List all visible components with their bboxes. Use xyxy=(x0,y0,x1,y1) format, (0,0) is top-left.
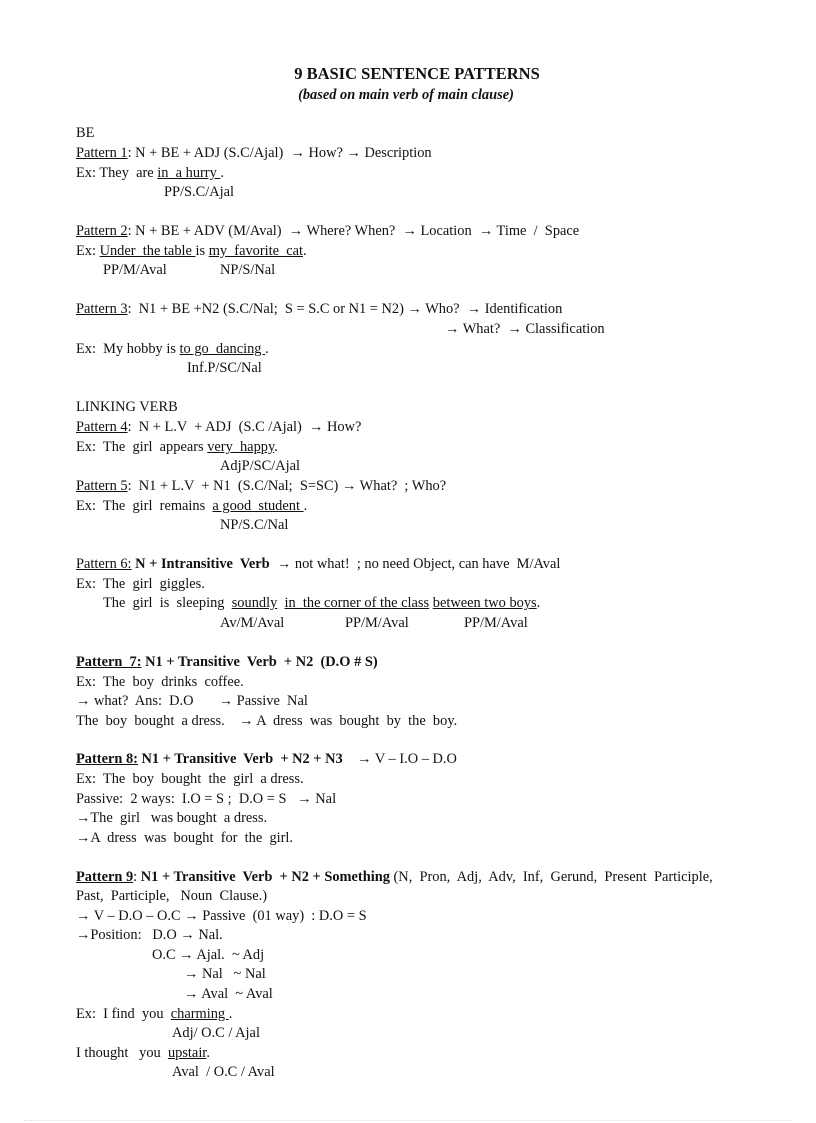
page-bottom-border xyxy=(24,1120,792,1121)
pattern-6-example-2 xyxy=(103,595,540,612)
pattern-8-label: Pattern 8: xyxy=(76,751,138,767)
pattern-5-line xyxy=(76,478,446,495)
example-punct: . xyxy=(536,595,541,611)
page-title: 9 BASIC SENTENCE PATTERNS xyxy=(294,64,540,83)
pattern-2-example xyxy=(76,243,307,260)
pattern-3-annotation: Inf.P/SC/Nal xyxy=(187,360,262,376)
pattern-9-rule-3: O.C → Ajal. ~ Adj xyxy=(152,947,265,963)
pattern-9-example-2 xyxy=(76,1045,210,1062)
example-punct: . xyxy=(274,439,278,455)
pattern-9-text-cont: Past, Participle, Noun Clause.) xyxy=(76,888,268,904)
pattern-9-example-1 xyxy=(76,1006,232,1023)
example-text: Ex: I find you xyxy=(76,1006,171,1022)
pattern-6-formula: N + Intransitive Verb xyxy=(131,556,274,572)
pattern-6-example-1: Ex: The girl giggles. xyxy=(76,576,205,592)
pattern-1-annotation: PP/S.C/Ajal xyxy=(164,184,234,200)
pattern-5-annotation: NP/S.C/Nal xyxy=(220,517,289,533)
example-punct: . xyxy=(206,1045,210,1061)
pattern-6-label: Pattern 6: xyxy=(76,556,132,572)
pattern-8-example-2: Passive: 2 ways: I.O = S ; D.O = S → Nal xyxy=(76,791,337,807)
section-heading-linking-verb: LINKING VERB xyxy=(76,399,178,415)
example-underlined: in the corner of the class xyxy=(284,595,430,611)
pattern-7-line xyxy=(76,654,378,671)
pattern-4-line xyxy=(76,419,361,436)
example-underlined: a good student xyxy=(212,498,304,514)
pattern-2-annotation-2: NP/S/Nal xyxy=(220,262,276,278)
pattern-3-label: Pattern 3 xyxy=(76,301,128,317)
pattern-1-example xyxy=(76,165,224,182)
pattern-4-annotation: AdjP/SC/Ajal xyxy=(220,458,300,474)
pattern-2-line xyxy=(76,223,579,240)
pattern-4-text: : N + L.V + ADJ (S.C /Ajal) → How? xyxy=(127,419,362,435)
pattern-8-example-1: Ex: The boy bought the girl a dress. xyxy=(76,771,304,787)
pattern-6-annotation-1: Av/M/Aval xyxy=(220,615,285,631)
example-text: Ex: They are xyxy=(76,165,158,181)
example-text: Ex: xyxy=(76,243,100,259)
pattern-9-line xyxy=(76,869,713,886)
pattern-7-example-2: → what? Ans: D.O → Passive Nal xyxy=(76,693,308,709)
pattern-5-example xyxy=(76,498,307,515)
pattern-4-example xyxy=(76,439,278,456)
pattern-3-example xyxy=(76,341,269,358)
example-punct: . xyxy=(228,1006,233,1022)
pattern-7-label: Pattern 7: xyxy=(76,654,142,670)
pattern-8-example-3: →The girl was bought a dress. xyxy=(76,810,268,826)
example-underlined: charming xyxy=(170,1006,229,1022)
pattern-9-text: (N, Pron, Adj, Adv, Inf, Gerund, Present Participle, xyxy=(389,869,713,885)
pattern-7-formula: N1 + Transitive Verb + N2 (D.O # S) xyxy=(141,654,378,670)
example-underlined: to go dancing xyxy=(179,341,266,357)
example-punct: . xyxy=(303,498,308,514)
example-underlined: soundly xyxy=(231,595,278,611)
example-text: Ex: The girl appears xyxy=(76,439,208,455)
pattern-1-line xyxy=(76,145,432,162)
pattern-8-formula: N1 + Transitive Verb + N2 + N3 xyxy=(137,751,343,767)
pattern-9-rule-4: → Nal ~ Nal xyxy=(184,966,266,982)
pattern-3-text: : N1 + BE +N2 (S.C/Nal; S = S.C or N1 = N2) → Who? → Identification xyxy=(127,301,563,317)
pattern-1-text: : N + BE + ADJ (S.C/Ajal) → How? → Description xyxy=(127,145,432,161)
pattern-7-example-3: The boy bought a dress. → A dress was bought by the boy. xyxy=(76,713,458,729)
example-punct: . xyxy=(303,243,307,259)
pattern-1-label: Pattern 1 xyxy=(76,145,128,161)
example-text: is xyxy=(195,243,209,259)
pattern-9-rule-5: → Aval ~ Aval xyxy=(184,986,273,1002)
pattern-3-line xyxy=(76,301,562,318)
example-text: Ex: My hobby is xyxy=(76,341,180,357)
pattern-8-example-4: →A dress was bought for the girl. xyxy=(76,830,294,846)
example-text: I thought you xyxy=(76,1045,168,1061)
pattern-3-text-cont: → What? → Classification xyxy=(445,321,605,337)
pattern-9-annotation-2: Aval / O.C / Aval xyxy=(172,1064,275,1080)
example-underlined: upstair xyxy=(167,1045,207,1061)
example-text: Ex: The girl remains xyxy=(76,498,213,514)
pattern-9-rule-1: → V – D.O – O.C → Passive (01 way) : D.O = S xyxy=(76,908,367,924)
pattern-2-annotation-1: PP/M/Aval xyxy=(103,262,167,278)
pattern-6-annotation-3: PP/M/Aval xyxy=(464,615,528,631)
page-subtitle: (based on main verb of main clause) xyxy=(298,87,514,103)
example-underlined: very happy xyxy=(207,439,275,455)
pattern-9-colon: : xyxy=(133,869,141,885)
pattern-9-label: Pattern 9 xyxy=(76,869,134,885)
pattern-9-formula: N1 + Transitive Verb + N2 + Something xyxy=(140,869,390,885)
pattern-9-rule-2: →Position: D.O → Nal. xyxy=(76,927,223,943)
pattern-5-label: Pattern 5 xyxy=(76,478,128,494)
pattern-8-text: → V – I.O – D.O xyxy=(342,751,457,767)
example-underlined: between two boys xyxy=(432,595,537,611)
pattern-2-text: : N + BE + ADV (M/Aval) → Where? When? → Location → Time / Space xyxy=(127,223,580,239)
example-text: The girl is sleeping xyxy=(103,595,232,611)
pattern-5-text: : N1 + L.V + N1 (S.C/Nal; S=SC) → What? ; Who? xyxy=(127,478,447,494)
example-underlined: my favorite cat xyxy=(208,243,304,259)
pattern-2-label: Pattern 2 xyxy=(76,223,128,239)
pattern-6-text: → not what! ; no need Object, can have M/Aval xyxy=(273,556,561,572)
pattern-8-line xyxy=(76,751,457,768)
example-underlined: Under the table xyxy=(99,243,196,259)
section-heading-be: BE xyxy=(76,125,95,141)
pattern-6-annotation-2: PP/M/Aval xyxy=(345,615,409,631)
example-punct: . xyxy=(220,165,225,181)
example-underlined: in a hurry xyxy=(157,165,221,181)
pattern-6-line xyxy=(76,556,560,573)
pattern-4-label: Pattern 4 xyxy=(76,419,128,435)
pattern-9-annotation-1: Adj/ O.C / Ajal xyxy=(172,1025,260,1041)
pattern-7-example-1: Ex: The boy drinks coffee. xyxy=(76,674,244,690)
example-punct: . xyxy=(265,341,269,357)
